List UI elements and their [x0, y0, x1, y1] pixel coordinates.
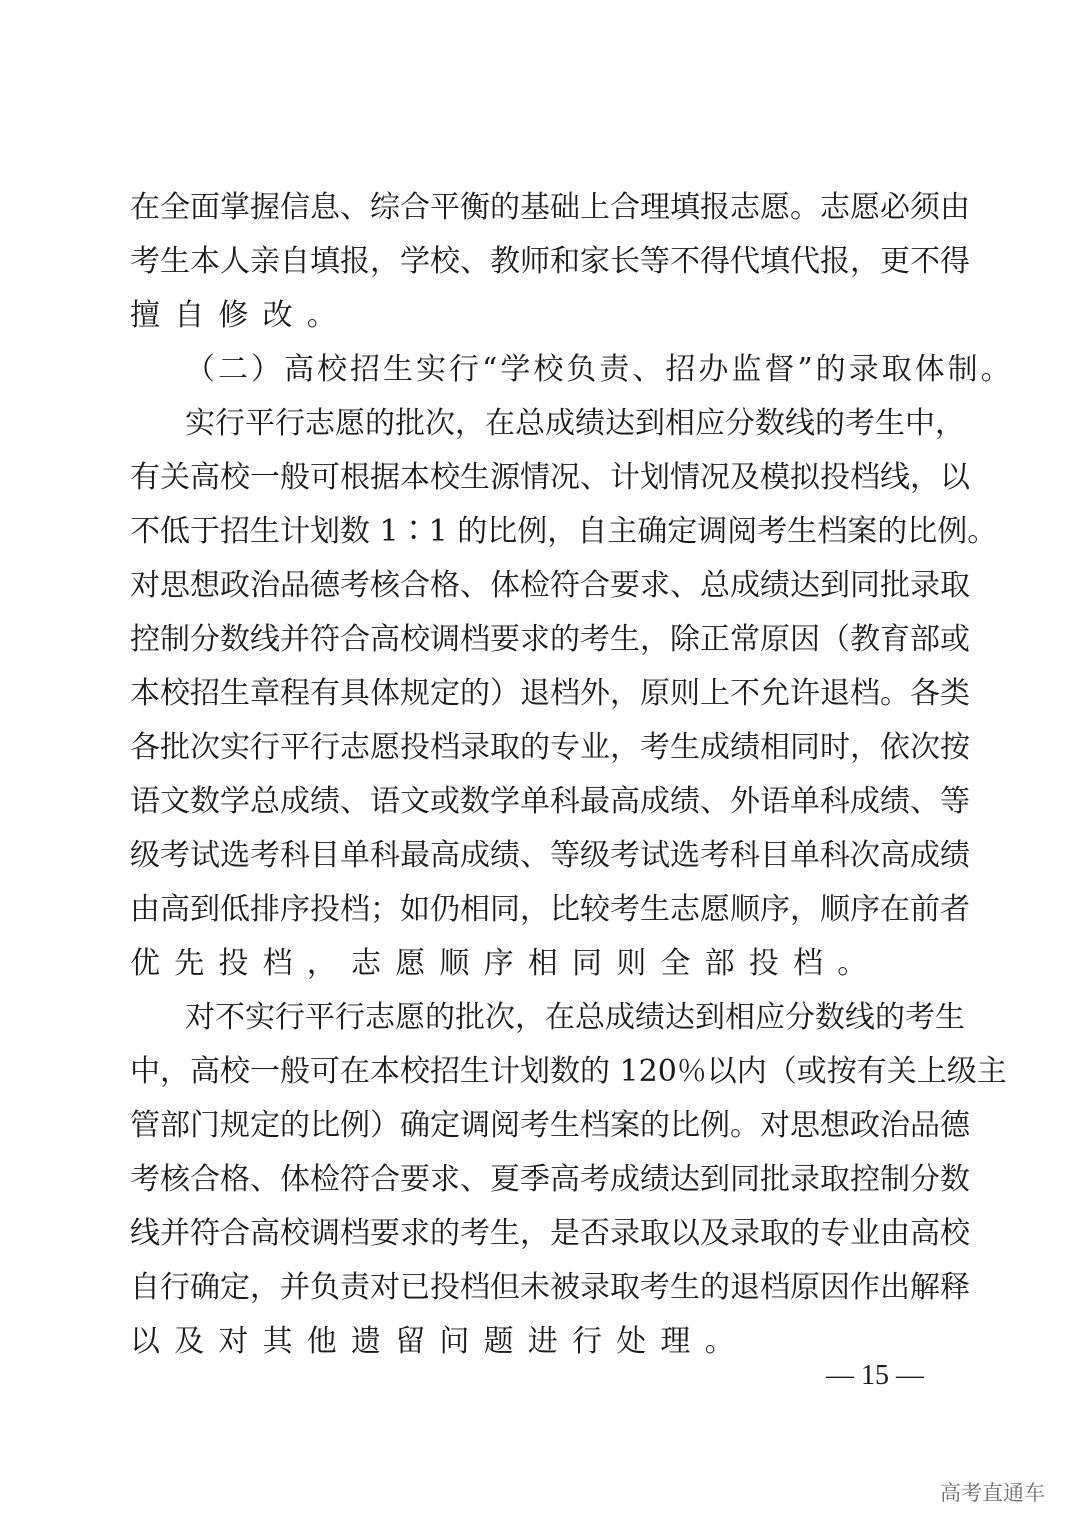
- text-line: 线并符合高校调档要求的考生，是否录取以及录取的专业由高校: [130, 1216, 970, 1251]
- text-line: 考生本人亲自填报，学校、教师和家长等不得代填代报，更不得: [130, 244, 970, 279]
- text-line: 优先投档，志愿顺序相同则全部投档。: [130, 946, 882, 981]
- text-line: 由高到低排序投档；如仍相同，比较考生志愿顺序，顺序在前者: [130, 892, 970, 927]
- text-line: 级考试选考科目单科最高成绩、等级考试选考科目单科次高成绩: [130, 838, 970, 873]
- text-line: 对思想政治品德考核合格、体检符合要求、总成绩达到同批录取: [130, 568, 970, 603]
- paragraph-first-line: 对不实行平行志愿的批次，在总成绩达到相应分数线的考生: [185, 1000, 965, 1035]
- text-line: 自行确定，并负责对已投档但未被录取考生的退档原因作出解释: [130, 1270, 970, 1305]
- page-number: — 15 —: [826, 1360, 924, 1391]
- text-line: 考核合格、体检符合要求、夏季高考成绩达到同批录取控制分数: [130, 1162, 970, 1197]
- text-line: 语文数学总成绩、语文或数学单科最高成绩、外语单科成绩、等: [130, 784, 970, 819]
- text-line: 以及对其他遗留问题进行处理。: [130, 1324, 749, 1359]
- text-line: 擅自修改。: [130, 298, 351, 333]
- paragraph-first-line: 实行平行志愿的批次，在总成绩达到相应分数线的考生中，: [185, 406, 965, 441]
- text-line: 管部门规定的比例）确定调阅考生档案的比例。对思想政治品德: [130, 1108, 970, 1143]
- text-line: 在全面掌握信息、综合平衡的基础上合理填报志愿。志愿必须由: [130, 190, 970, 225]
- text-line: 不低于招生计划数 1∶1 的比例，自主确定调阅考生档案的比例。: [130, 514, 998, 549]
- section-heading: （二）高校招生实行“学校负责、招办监督”的录取体制。: [185, 352, 1014, 387]
- watermark-label: 高考直通车: [940, 1481, 1045, 1505]
- text-line: 本校招生章程有具体规定的）退档外，原则上不允许退档。各类: [130, 676, 970, 711]
- text-line: 控制分数线并符合高校调档要求的考生，除正常原因（教育部或: [130, 622, 970, 657]
- text-line: 有关高校一般可根据本校生源情况、计划情况及模拟投档线，以: [130, 460, 970, 495]
- text-line: 中，高校一般可在本校招生计划数的 120％以内（或按有关上级主: [130, 1054, 1007, 1089]
- text-line: 各批次实行平行志愿投档录取的专业，考生成绩相同时，依次按: [130, 730, 970, 765]
